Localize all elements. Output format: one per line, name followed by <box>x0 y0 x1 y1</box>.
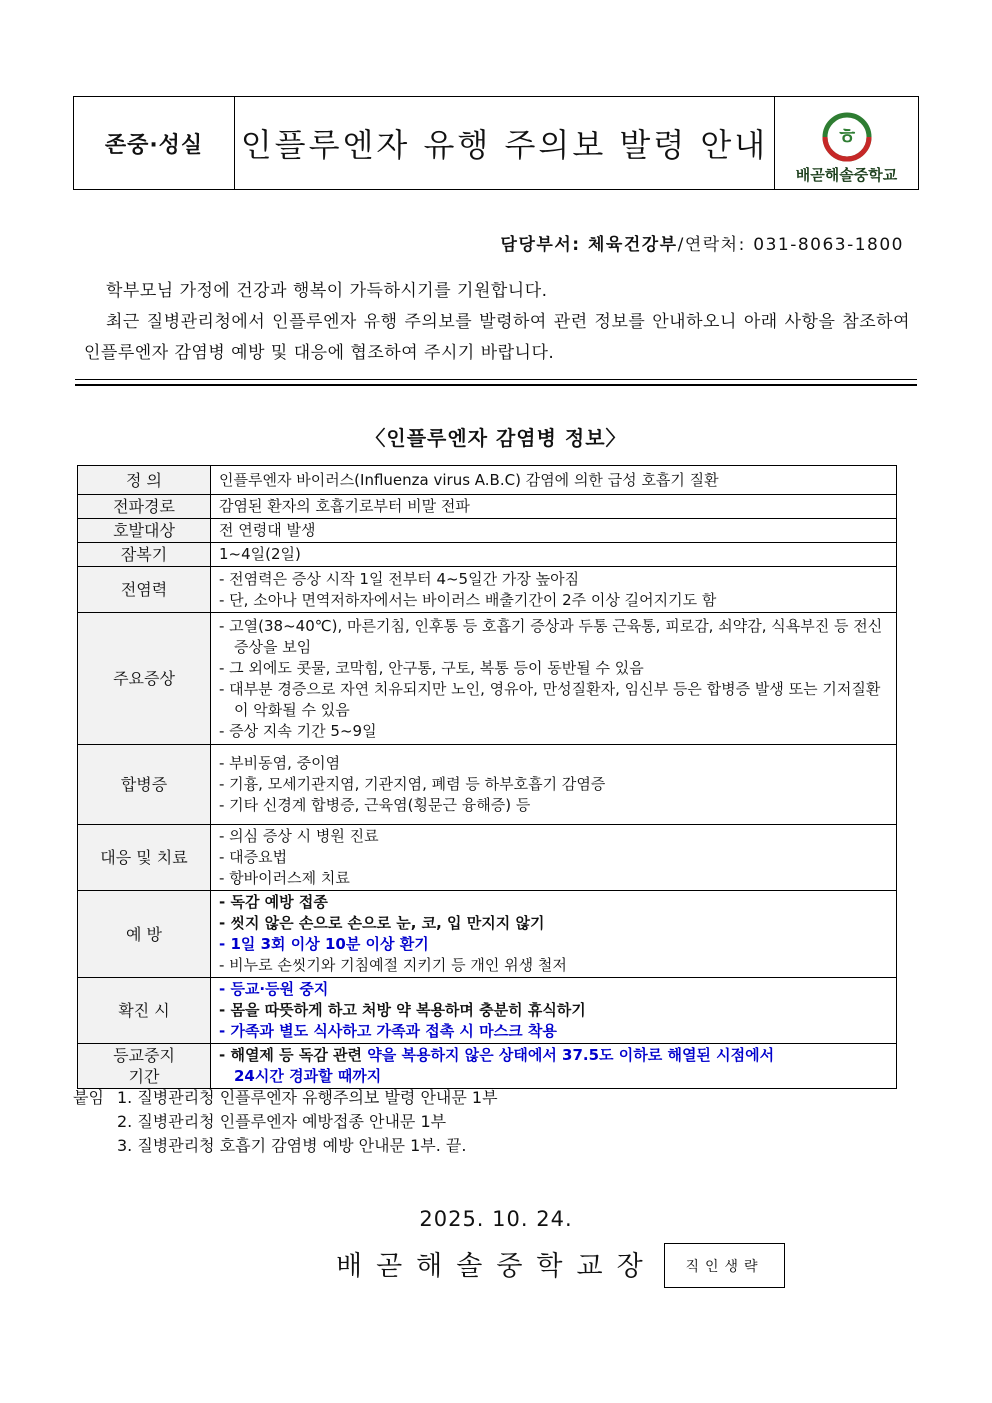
row-value <box>211 978 897 1044</box>
row-label: 전파경로 <box>78 495 211 519</box>
table-row <box>78 567 897 613</box>
row-label: 전염력 <box>78 567 211 613</box>
row-value <box>211 1044 897 1089</box>
school-emblem-icon <box>811 110 883 164</box>
row-value <box>211 825 897 891</box>
attachment-item: 2. 질병관리청 인플루엔자 예방접종 안내문 1부 <box>117 1112 447 1131</box>
list-item: - 1일 3회 이상 10분 이상 환기 <box>219 935 429 953</box>
table-row <box>78 466 897 495</box>
table-row <box>78 745 897 825</box>
seal-omitted-box: 직인생략 <box>664 1243 785 1288</box>
list-item: - 부비동염, 중이염 <box>219 754 341 772</box>
row-value <box>211 891 897 978</box>
intro-text <box>84 276 910 369</box>
list-item: - 씻지 않은 손으로 손으로 눈, 코, 입 만지지 않기 <box>219 914 545 932</box>
table-row <box>78 825 897 891</box>
table-row <box>78 891 897 978</box>
row-label-line: 기간 <box>128 1067 160 1086</box>
table-row <box>78 1044 897 1089</box>
list-item: - 대증요법 <box>219 848 288 866</box>
header-box <box>73 96 919 190</box>
intro-greeting: 학부모님 가정에 건강과 행복이 가득하시기를 기원합니다. <box>106 281 548 301</box>
row-label <box>78 1044 211 1089</box>
dept-value: 체육건강부 <box>587 235 678 255</box>
principal-signature: 배곧해솔중학교장 <box>336 1251 657 1282</box>
list-item: - 전염력은 증상 시작 1일 전부터 4~5일간 가장 높아짐 <box>219 569 580 588</box>
phone-label: /연락처: <box>677 235 746 255</box>
table-row <box>78 613 897 745</box>
attachment-item: 1. 질병관리청 인플루엔자 유행주의보 발령 안내문 1부 <box>117 1088 498 1107</box>
row-label: 대응 및 치료 <box>78 825 211 891</box>
row-label: 호발대상 <box>78 519 211 543</box>
list-item: - 의심 증상 시 병원 진료 <box>219 827 379 845</box>
row-label: 합병증 <box>78 745 211 825</box>
attachment-row <box>73 1134 498 1158</box>
list-item: - 기타 신경계 합병증, 근육염(횡문근 융해증) 등 <box>219 796 531 814</box>
list-item: - 증상 지속 기간 5~9일 <box>219 721 377 740</box>
list-item: 24시간 경과할 때까지 <box>234 1067 382 1085</box>
suspension-prefix: - 해열제 등 독감 관련 <box>219 1046 368 1064</box>
row-label-line: 등교중지 <box>113 1046 175 1065</box>
attachments <box>73 1086 498 1158</box>
list-item: - 독감 예방 접종 <box>219 893 328 911</box>
attachment-row <box>73 1086 498 1110</box>
list-item: - 단, 소아나 면역저하자에서는 바이러스 배출기간이 2주 이상 길어지기도 함 <box>219 590 717 609</box>
list-item: - 비누로 손씻기와 기침예절 지키기 등 개인 위생 철저 <box>219 956 567 974</box>
row-label: 정 의 <box>78 466 211 495</box>
school-motto: 존중·성실 <box>74 97 235 189</box>
list-item: - 그 외에도 콧물, 코막힘, 안구통, 구토, 복통 등이 동반될 수 있음 <box>219 658 644 677</box>
table-row <box>78 519 897 543</box>
dept-label: 담당부서: <box>500 235 581 255</box>
row-value <box>211 745 897 825</box>
row-value: 전 연령대 발생 <box>211 519 897 543</box>
attachments-label: 붙임 <box>73 1088 104 1107</box>
table-row <box>78 543 897 567</box>
issue-date: 2025. 10. 24. <box>419 1207 573 1231</box>
row-value: 감염된 환자의 호흡기로부터 비말 전파 <box>211 495 897 519</box>
row-label: 주요증상 <box>78 613 211 745</box>
section-title: 〈인플루엔자 감염병 정보〉 <box>365 426 627 450</box>
list-item: - 기흉, 모세기관지염, 기관지염, 폐렴 등 하부호흡기 감염증 <box>219 775 606 793</box>
row-label: 예 방 <box>78 891 211 978</box>
list-item: - 항바이러스제 치료 <box>219 869 350 887</box>
attachment-row <box>73 1110 498 1134</box>
list-item: - 몸을 따뜻하게 하고 처방 약 복용하며 충분히 휴식하기 <box>219 1001 586 1019</box>
divider <box>75 379 917 386</box>
list-item: - 대부분 경증으로 자연 치유되지만 노인, 영유아, 만성질환자, 임신부 등은 합병증 발생 또는 기저질환이 악화될 수 있음 <box>219 679 881 719</box>
phone-value: 031-8063-1800 <box>753 235 904 255</box>
intro-body: 최근 질병관리청에서 인플루엔자 유행 주의보를 발령하여 관련 정보를 안내하오니 아래 사항을 참조하여 인플루엔자 감염병 예방 및 대응에 협조하여 주시기 바랍니다. <box>84 312 910 363</box>
row-value: 1~4일(2일) <box>211 543 897 567</box>
table-row <box>78 495 897 519</box>
row-label: 잠복기 <box>78 543 211 567</box>
school-logo-text: 배곧해솔중학교 <box>795 166 898 184</box>
suspension-main: 약을 복용하지 않은 상태에서 37.5도 이하로 해열된 시점에서 <box>367 1046 775 1064</box>
table-row <box>78 978 897 1044</box>
influenza-info-table <box>77 465 897 1089</box>
row-label: 확진 시 <box>78 978 211 1044</box>
list-item: - 고열(38~40℃), 마른기침, 인후통 등 호흡기 증상과 두통 근육통, 피로감, 쇠약감, 식욕부진 등 전신증상을 보임 <box>219 616 883 656</box>
attachment-item: 3. 질병관리청 호흡기 감염병 예방 안내문 1부. 끝. <box>117 1136 467 1155</box>
svg-text:ㅎ: ㅎ <box>835 125 858 150</box>
row-value <box>211 567 897 613</box>
row-value: 인플루엔자 바이러스(Influenza virus A.B.C) 감염에 의한 급성 호흡기 질환 <box>211 466 897 495</box>
row-value <box>211 613 897 745</box>
document-title: 인플루엔자 유행 주의보 발령 안내 <box>235 97 775 189</box>
school-logo <box>775 97 918 189</box>
list-item <box>219 1045 888 1066</box>
list-item: - 등교·등원 중지 <box>219 980 329 998</box>
contact-line <box>501 230 904 255</box>
list-item: - 가족과 별도 식사하고 가족과 접촉 시 마스크 착용 <box>219 1022 557 1040</box>
